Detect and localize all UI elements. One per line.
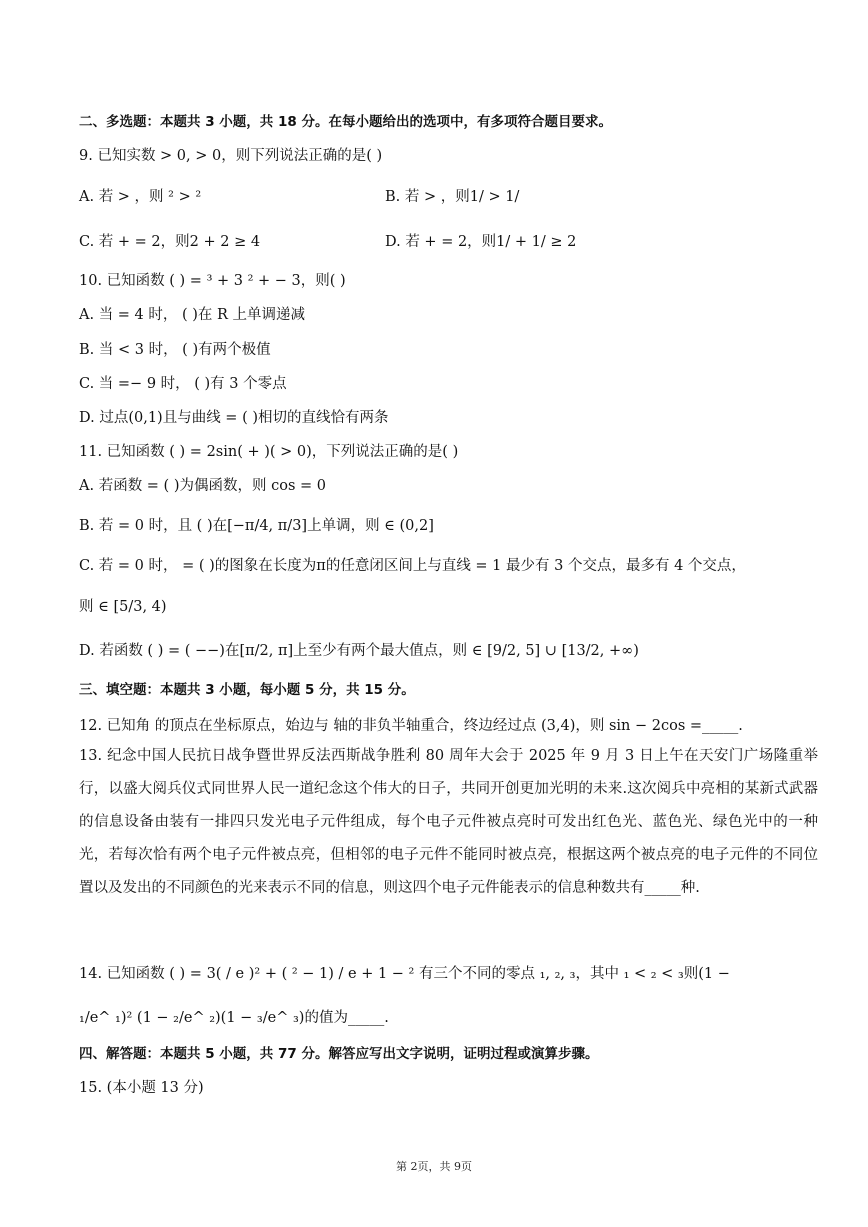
section-4-header: 四、解答题：本题共 5 小题，共 77 分。解答应写出文字说明，证明过程或演算步骤。 — [79, 1046, 599, 1062]
question-11-option-b: B. 若 = 0 时，且 ( )在[−π/4, π/3]上单调，则 ∈ (0,2] — [79, 518, 434, 534]
question-9-option-d: D. 若 + = 2，则1/ + 1/ ≥ 2 — [385, 234, 577, 250]
question-11-option-c-continued: 则 ∈ [5/3, 4) — [79, 599, 167, 615]
question-15: 15. (本小题 13 分) — [79, 1080, 204, 1096]
page-footer: 第 2页，共 9页 — [396, 1160, 472, 1173]
question-9-option-a: A. 若 > ，则 ² > ² — [79, 189, 202, 205]
question-10-stem: 10. 已知函数 ( ) = ³ + 3 ² + − 3，则( ) — [79, 273, 346, 289]
question-9-option-c: C. 若 + = 2，则2 + 2 ≥ 4 — [79, 234, 261, 250]
question-10-option-b: B. 当 < 3 时， ( )有两个极值 — [79, 342, 271, 358]
question-10-option-a: A. 当 = 4 时， ( )在 R 上单调递减 — [79, 307, 306, 323]
section-2-header: 二、多选题：本题共 3 小题，共 18 分。在每小题给出的选项中，有多项符合题目要求。 — [79, 114, 612, 130]
question-13: 13. 纪念中国人民抗日战争暨世界反法西斯战争胜利 80 周年大会于 2025 年 9 月 3 日上午在天安门广场隆重举行，以盛大阅兵仪式同世界人民一道纪念这个伟大的日子，共同开创更加光明的未来.这次阅兵中亮相的某新式武器的信息设备由装有一排四只发光电子元件组成，每个电子元件被点亮时可发出红色光、蓝色光、绿色光中的一种光，若每次恰有两个电子元件被点亮，但相邻的电子元件不能同时被点亮，根据这两个被点亮的电子元件的不同位置以及发出的不同颜色的光来表示不同的信息，则这四个电子元件能表示的信息种数共有_____种. — [79, 748, 818, 896]
section-3-header: 三、填空题：本题共 3 小题，每小题 5 分，共 15 分。 — [79, 682, 415, 698]
question-11-stem: 11. 已知函数 ( ) = 2sin( + )( > 0)，下列说法正确的是( ) — [79, 444, 459, 460]
question-12: 12. 已知角 的顶点在坐标原点，始边与 轴的非负半轴重合，终边经过点 (3,4)，则 sin − 2cos =_____. — [79, 718, 743, 734]
question-11-option-a: A. 若函数 = ( )为偶函数，则 cos = 0 — [79, 478, 326, 494]
question-11-option-c: C. 若 = 0 时， = ( )的图象在长度为π的任意闭区间上与直线 = 1 最少有 3 个交点，最多有 4 个交点， — [79, 558, 746, 574]
question-9-option-b: B. 若 > ，则1/ > 1/ — [385, 189, 520, 205]
question-10-option-c: C. 当 =− 9 时， ( )有 3 个零点 — [79, 376, 287, 392]
question-14: 14. 已知函数 ( ) = 3( / e )² + ( ² − 1) / e + 1 − ² 有三个不同的零点 ₁, ₂, ₃，其中 ₁ < ₂ < ₃则(1 − — [79, 966, 730, 982]
question-14-continued: ₁/e^ ₁)² (1 − ₂/e^ ₂)(1 − ₃/e^ ₃)的值为_____. — [79, 1010, 389, 1026]
question-11-option-d: D. 若函数 ( ) = ( −−)在[π/2, π]上至少有两个最大值点，则 ∈ [9/2, 5] ∪ [13/2, +∞) — [79, 643, 639, 659]
question-9-stem: 9. 已知实数 > 0, > 0，则下列说法正确的是( ) — [79, 148, 383, 164]
question-10-option-d: D. 过点(0,1)且与曲线 = ( )相切的直线恰有两条 — [79, 410, 389, 426]
